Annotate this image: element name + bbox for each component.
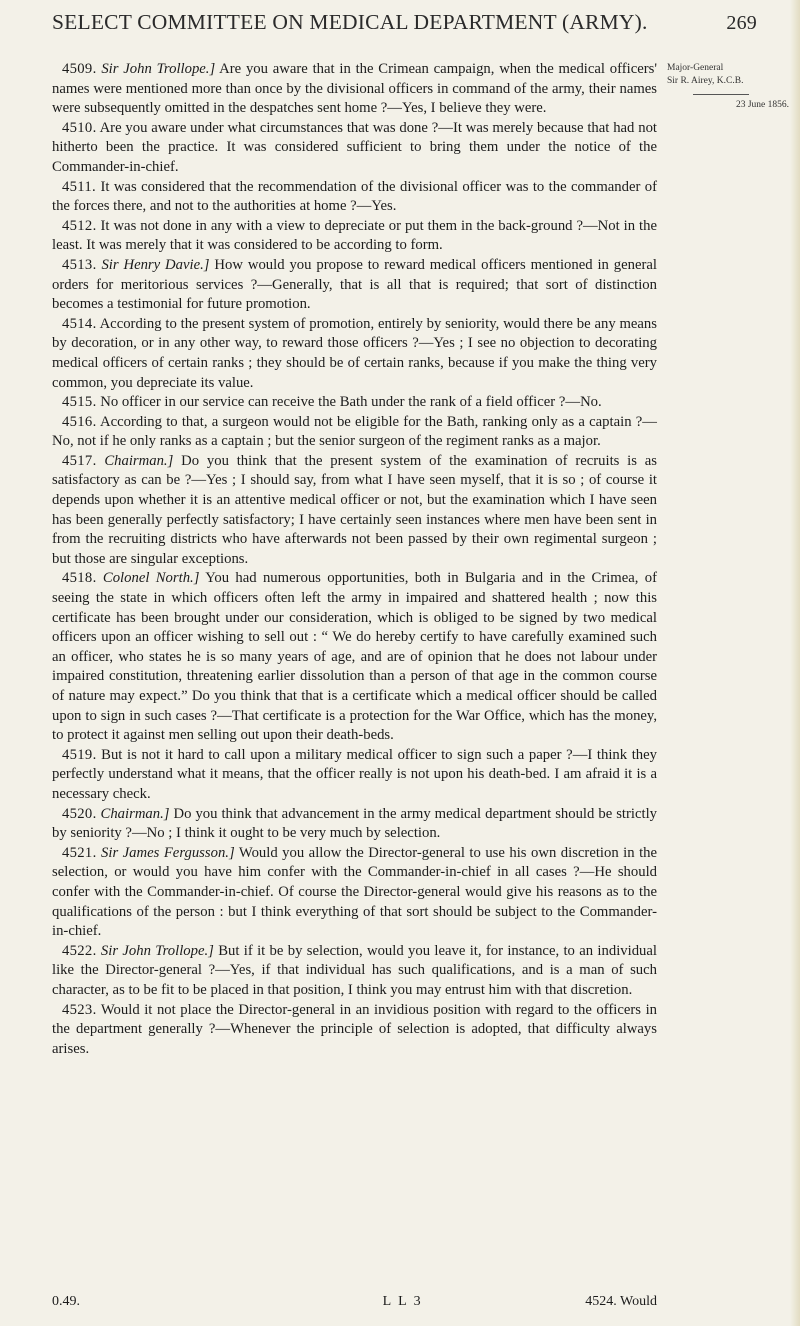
question-number: 4511. <box>62 178 97 195</box>
question-text: Do you think that advancement in the army medical department should be strictly by seniority ?—No ; I think it ought to be very much by selection. <box>52 805 657 842</box>
speaker-name: Chairman.] <box>100 805 170 822</box>
question-paragraph <box>52 393 657 413</box>
page-number: 269 <box>726 12 757 34</box>
question-paragraph <box>52 119 657 178</box>
page-edge-shadow <box>790 0 800 1326</box>
margin-note-date: 23 June 1856. <box>735 100 789 110</box>
speaker-name: Sir John Trollope.] <box>100 942 214 959</box>
testimony-body <box>52 60 657 1059</box>
question-number: 4512. <box>62 217 97 234</box>
question-number: 4514. <box>62 315 97 332</box>
question-text: No officer in our service can receive the Bath under the rank of a field officer ?—No. <box>100 394 602 411</box>
footer-catchword: 4524. Would <box>585 1294 657 1309</box>
question-paragraph <box>52 1001 657 1060</box>
margin-note <box>667 62 797 112</box>
question-number: 4523. <box>62 1001 97 1018</box>
question-number: 4518. <box>62 570 97 587</box>
question-text: It was considered that the recommendation of the divisional officer was to the commander of the forces there, and not to the authorities at home ?—Yes. <box>52 178 658 215</box>
question-text: Are you aware that in the Crimean campaign, when the medical officers' names were mentioned more than once by the divisional officers in command of the army, their names were subsequently omitted in the despatches sent home ?—Yes, I believe they were. <box>52 61 658 117</box>
question-number: 4522. <box>62 942 97 959</box>
question-paragraph <box>52 178 657 217</box>
margin-note-rule <box>693 94 749 95</box>
question-text: According to the present system of promotion, entirely by seniority, would there be any means by decoration, or in any other way, to reward those officers ?—Yes ; I see no objection to decorating medical officers of certain ranks ; they should be of certain ranks, because if you make the thing very common, you depreciate its value. <box>52 315 657 391</box>
margin-note-name: Sir R. Airey, K.C.B. <box>667 76 744 86</box>
question-paragraph <box>52 569 657 745</box>
question-text: But if it be by selection, would you leave it, for instance, to an individual like the Director-general ?—Yes, if that individual has such qualifications, and is a man of such character, as to be fit to be placed in that position, I think you may entrust him with that discretion. <box>52 942 657 998</box>
question-number: 4517. <box>62 452 97 469</box>
question-paragraph <box>52 805 657 844</box>
question-number: 4516. <box>62 413 97 430</box>
question-paragraph <box>52 60 657 119</box>
question-number: 4521. <box>62 844 97 861</box>
question-number: 4520. <box>62 805 97 822</box>
question-text: But is not it hard to call upon a military medical officer to sign such a paper ?—I think they perfectly understand what it means, that the officer really is not upon his death-bed. I am afraid it is a necessary check. <box>52 746 657 802</box>
question-number: 4510. <box>62 119 97 136</box>
running-header <box>52 10 757 35</box>
speaker-name: Colonel North.] <box>102 570 200 587</box>
footer-signature-mark: L L 3 <box>382 1294 423 1309</box>
question-paragraph <box>52 413 657 452</box>
question-number: 4513. <box>62 256 97 273</box>
question-number: 4509. <box>62 61 97 77</box>
speaker-name: Sir Henry Davie.] <box>101 256 210 273</box>
margin-note-rank: Major-General <box>667 63 724 73</box>
speaker-name: Sir John Trollope.] <box>101 61 216 77</box>
question-text: It was not done in any with a view to depreciate or put them in the back-ground ?—Not in the least. It was merely that it was considered to be according to form. <box>52 217 658 254</box>
question-text: How would you propose to reward medical officers mentioned in general orders for meritorious services ?—Generally, that is all that is required; that sort of distinction becomes a testimonial for future promotion. <box>52 256 657 313</box>
question-paragraph <box>52 452 657 570</box>
question-text: Would it not place the Director-general in an invidious position with regard to the officers in the department generally ?—Whenever the principle of selection is adopted, that difficulty always arises. <box>52 1001 657 1057</box>
speaker-name: Chairman.] <box>104 452 174 469</box>
question-text: You had numerous opportunities, both in Bulgaria and in the Crimea, of seeing the state in which officers often left the army in impaired and shattered health ; now this certificate has been brought under our consideration, which is obliged to be signed by two medical officers upon an officer wishing to sell out : “ We do hereby certify to have carefully examined such an officer, who states he is so many years of age, and are of opinion that he does not labour under impaired constitution, threatening earlier dissolution than a person of that age in the common course of nature may expect.” Do you think that that is a certificate which a medical officer should be called upon to sign in such cases ?—That certificate is a protection for the War Office, which has the money, to protect it against men selling out upon their death-beds. <box>52 570 658 744</box>
question-text: Would you allow the Director-general to use his own discretion in the selection, or would you have him confer with the Commander-in-chief in all cases ?—He should confer with the Commander-in-chief. Of course the Director-general would give his reasons as to the qualifications of the person : but I think everything of that sort should be subject to the Commander-in-chief. <box>52 844 658 940</box>
footer-print-code: 0.49. <box>52 1294 80 1309</box>
question-paragraph <box>52 746 657 805</box>
question-number: 4519. <box>62 746 97 763</box>
page-title: SELECT COMMITTEE ON MEDICAL DEPARTMENT (ARMY). <box>52 10 648 34</box>
question-number: 4515. <box>62 394 97 411</box>
question-paragraph <box>52 315 657 393</box>
question-text: According to that, a surgeon would not be eligible for the Bath, ranking only as a captain ?—No, not if he only ranks as a captain ; but the senior surgeon of the regiment ranks as a major. <box>52 413 657 450</box>
page-footer <box>52 1294 657 1310</box>
question-paragraph <box>52 217 657 256</box>
question-paragraph <box>52 256 657 315</box>
question-paragraph <box>52 844 657 942</box>
question-text: Do you think that the present system of the examination of recruits is as satisfactory as can be ?—Yes ; I should say, from what I have seen myself, that it is so ; of course it depends upon whether it is an attentive medical officer or not, but the examination which I have seen has been generally perfectly satisfactory; I have certainly seen instances where men have been sent in from the recruiting districts who have afterwards not been passed by their own regimental surgeon ; but those are singular exceptions. <box>52 452 657 567</box>
question-paragraph <box>52 942 657 1001</box>
question-text: Are you aware under what circumstances that was done ?—It was merely because that had not hitherto been the practice. It was considered sufficient to bring them under the notice of the Commander-in-chief. <box>52 119 657 175</box>
speaker-name: Sir James Fergusson.] <box>101 844 235 861</box>
